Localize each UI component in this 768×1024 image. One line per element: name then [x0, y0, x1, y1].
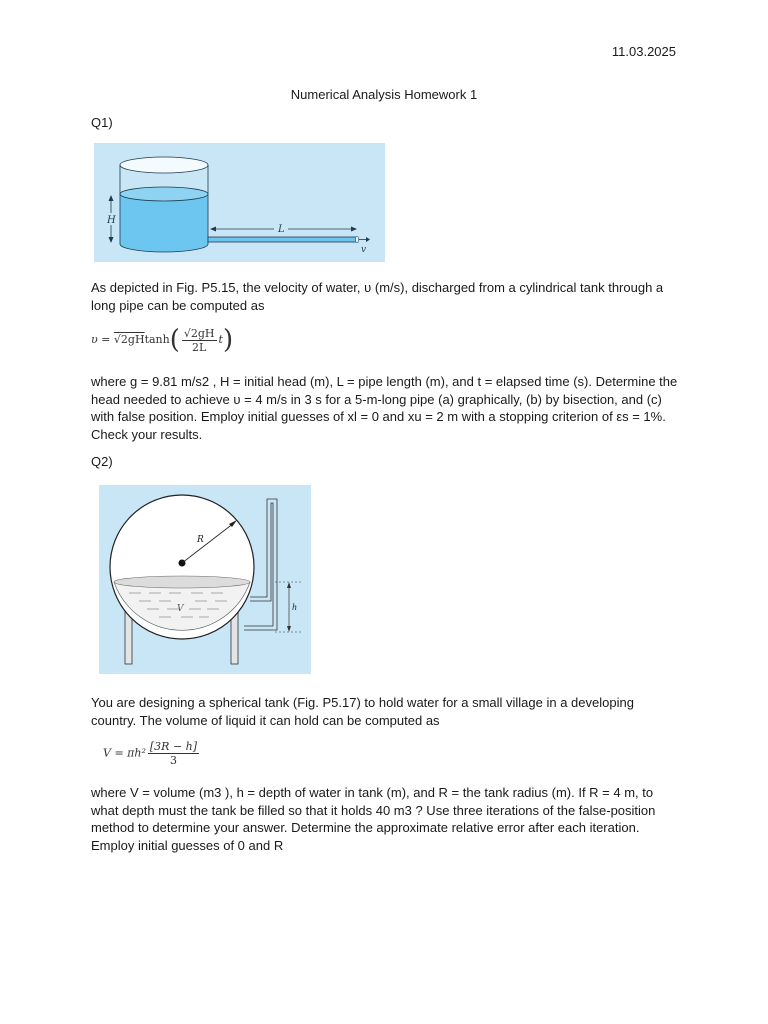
formula-denominator: 3: [169, 754, 177, 767]
formula-func: tanh: [144, 333, 170, 346]
formula-var: t: [218, 333, 223, 346]
spherical-tank-diagram: [99, 485, 311, 674]
q1-velocity-formula: υ = √2gHtanh( $\frac{√2gH}{2L}$ t): [91, 325, 234, 355]
q2-intro-text: You are designing a spherical tank (Fig. P5.17) to hold water for a small village in a developing country. The volume of liquid it can hold can be computed as: [91, 695, 634, 728]
q2-body-text: where V = volume (m3 ), h = depth of water in tank (m), and R = the tank radius (m). If R = 4 m, to what depth must the tank be filled so that it holds 40 m3 ? Use three iterations of the false-position method to determine your answer. Determine the approximate relative error after each iteration. Employ initial guesses of 0 and R: [91, 785, 656, 853]
formula-fraction: [148, 740, 199, 767]
question-2-label: Q2): [91, 454, 113, 469]
depth-label-h: h: [292, 603, 298, 612]
document-title: Numerical Analysis Homework 1: [290, 87, 478, 102]
cylindrical-tank-diagram: [94, 143, 385, 262]
q1-intro-text: As depicted in Fig. P5.15, the velocity of water, υ (m/s), discharged from a cylindrical tank through a long pipe can be computed as: [91, 280, 664, 313]
height-label-H: H: [107, 215, 116, 226]
formula-numerator: [3R − h]: [149, 740, 198, 753]
formula-denominator: 2L: [192, 340, 207, 354]
formula-lhs: υ =: [91, 333, 111, 346]
volume-label-V: V: [177, 604, 184, 614]
cylindrical-tank-figure: [94, 143, 385, 262]
formula-root: √2gH: [113, 333, 145, 346]
question-1-label: Q1): [91, 115, 113, 130]
q1-body-text: where g = 9.81 m/s2 , H = initial head (m), L = pipe length (m), and t = elapsed time (s). Determine the head needed to achieve υ = 4 m/s in 3 s for a 5-m-long pipe (a) graphically, (b) by bisection, and (c) with false position. Employ initial guesses of xl = 0 and xu = 2 m with a stopping criterion of εs = 1%. Check your results.: [91, 374, 678, 442]
formula-numerator: √2gH: [183, 326, 215, 340]
spherical-tank-figure: [99, 485, 311, 674]
q2-volume-formula: [103, 740, 201, 767]
velocity-label-v: v: [361, 245, 367, 255]
formula-lhs: V = πh²: [103, 746, 146, 760]
length-label-L: L: [278, 224, 285, 235]
radius-label-R: R: [197, 535, 204, 545]
document-date: 11.03.2025: [611, 44, 676, 59]
formula-fraction: [182, 327, 217, 354]
